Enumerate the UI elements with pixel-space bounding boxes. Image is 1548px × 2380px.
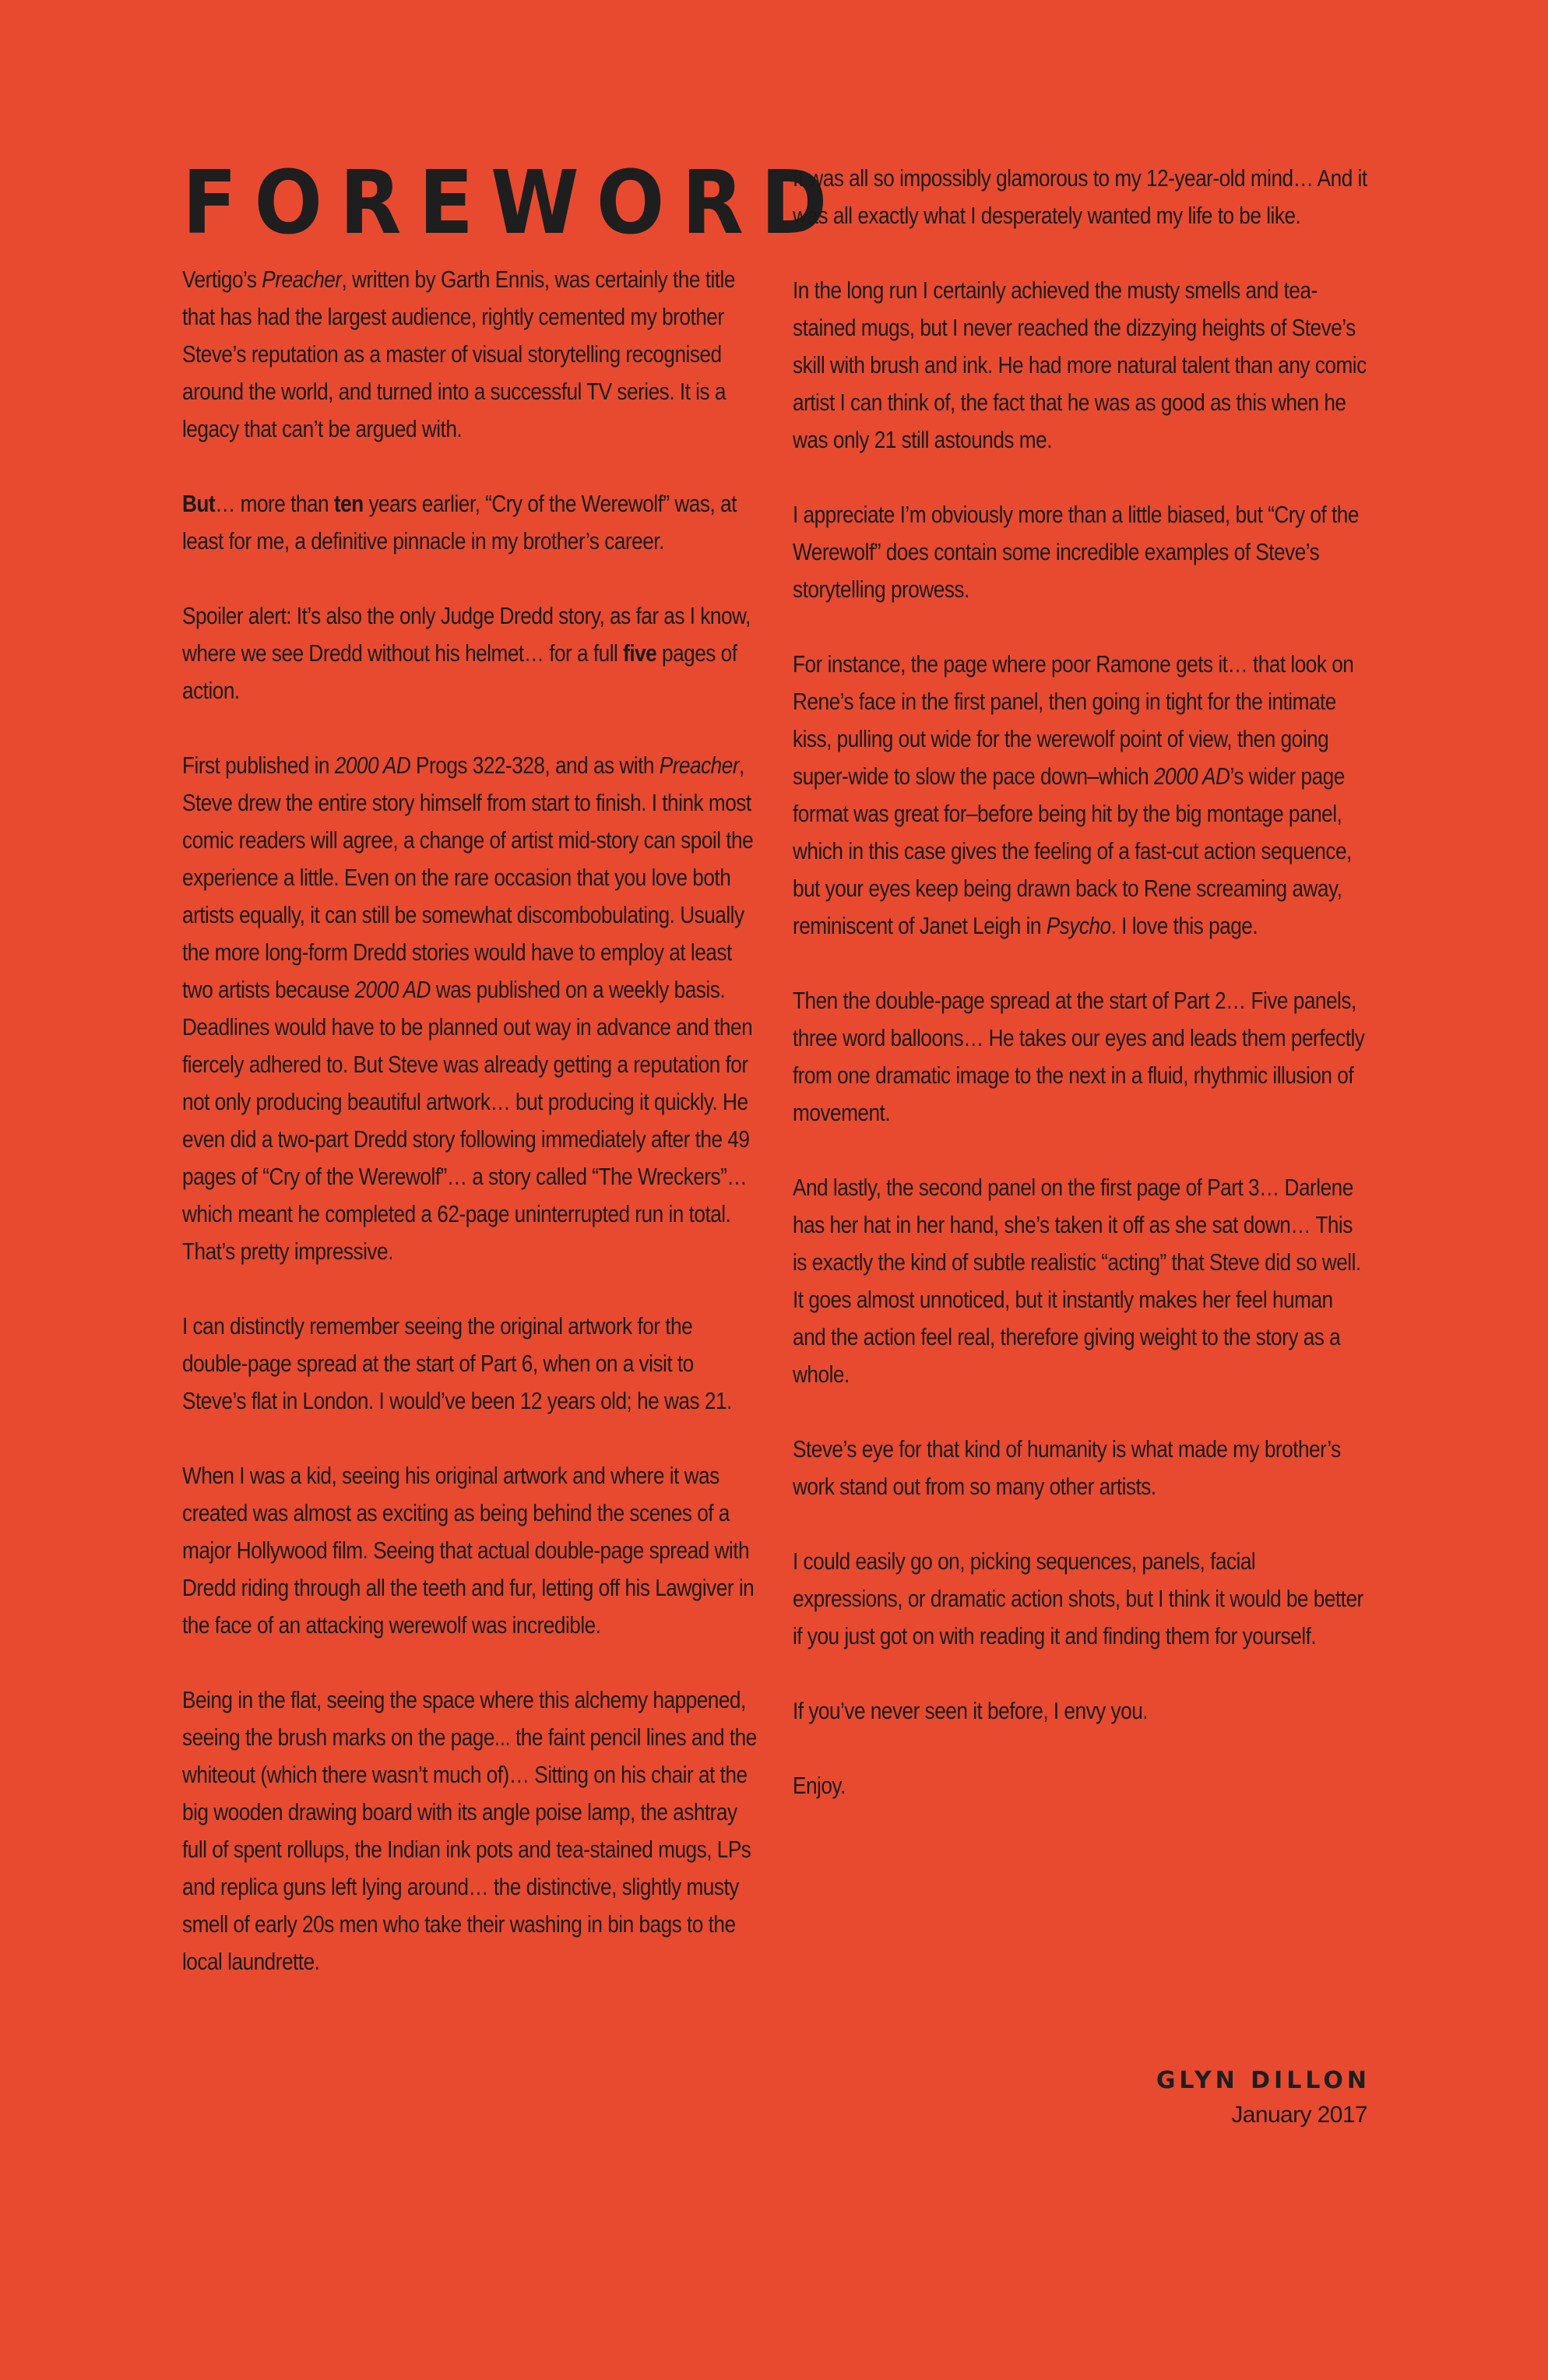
paragraph: I appreciate I’m obviously more than a little biased, but “Cry of the Werewolf” does contain some incredible examples of Steve’s storytelling prowess. — [793, 502, 1359, 603]
paragraph: In the long run I certainly achieved the musty smells and tea-stained mugs, but I never reached the dizzying heights of Steve’s skill with brush and ink. He had more natural talent than any comic artist I can think of, the fact that he was as good as this when he was only 21 still astounds me. — [793, 277, 1367, 453]
paragraph: Enjoy. — [793, 1773, 846, 1799]
paragraph: It was all so impossibly glamorous to my 12-year-old mind… And it was all exactly what I desperately wanted my life to be like. — [793, 165, 1367, 229]
paragraph: I could easily go on, picking sequences, panels, facial expressions, or dramatic action shots, but I think it would be better if you just got on with reading it and finding them for yourself. — [793, 1548, 1363, 1649]
paragraph: And lastly, the second panel on the first page of Part 3… Darlene has her hat in her hand, she’s taken it off as she sat down… This is exactly the kind of subtle realistic “acting” that Steve did so well. It goes almost unnoticed, but it instantly makes her feel human and the action feel real, therefore giving weight to the story as a whole. — [793, 1174, 1361, 1388]
page-title: FOREWORD — [182, 153, 845, 254]
paragraph: When I was a kid, seeing his original artwork and where it was created was almost as exciting as being behind the scenes of a major Hollywood film. Seeing that actual double-page spread with Dredd riding through all the teeth and fur, letting off his Lawgiver in the face of an attacking werewolf was incredible. — [182, 1463, 755, 1639]
paragraph: But… more than ten years earlier, “Cry of the Werewolf” was, at least for me, a definitive pinnacle in my brother’s career. — [182, 491, 737, 555]
paragraph: Spoiler alert: It’s also the only Judge Dredd story, as far as I know, where we see Dredd without his helmet… for a full five pages of action. — [182, 603, 751, 704]
paragraph: If you’ve never seen it before, I envy you. — [793, 1698, 1149, 1724]
paragraph: I can distinctly remember seeing the original artwork for the double-page spread at the start of Part 6, when on a visit to Steve’s flat in London. I would’ve been 12 years old; he was 21. — [182, 1313, 732, 1414]
paragraph: Then the double-page spread at the start of Part 2… Five panels, three word balloons… He takes our eyes and leads them perfectly from one dramatic image to the next in a fluid, rhythmic illusion of movement. — [793, 988, 1365, 1126]
signature-name: GLYN DILLON — [1156, 2067, 1370, 2094]
signature-date: January 2017 — [1231, 2102, 1367, 2128]
paragraph: Steve’s eye for that kind of humanity is what made my brother’s work stand out from so many other artists. — [793, 1436, 1341, 1500]
paragraph: First published in 2000 AD Progs 322-328, and as with Preacher, Steve drew the entire story himself from start to finish. I think most comic readers will agree, a change of artist mid-story can spoil the experience a little. Even on the rare occasion that you love both artists equally, it can still be somewhat discombobulating. Usually the more long-form Dredd stories would have to employ at least two artists because 2000 AD was published on a weekly basis. Deadlines would have to be planned out way in advance and then fiercely adhered to. But Steve was already getting a reputation for not only producing beautiful artwork… but producing it quickly. He even did a two-part Dredd story following immediately after the 49 pages of “Cry of the Werewolf”… a story called “The Wreckers”… which meant he completed a 62-page uninterrupted run in total. That’s pretty impressive. — [182, 752, 754, 1265]
paragraph: Vertigo’s Preacher, written by Garth Ennis, was certainly the title that has had the largest audience, rightly cemented my brother Steve’s reputation as a master of visual storytelling recognised around the world, and turned into a successful TV series. It is a legacy that can’t be argued with. — [182, 266, 735, 442]
paragraph: Being in the flat, seeing the space where this alchemy happened, seeing the brush marks on the page... the faint pencil lines and the whiteout (which there wasn’t much of)… Sitting on his chair at the big wooden drawing board with its angle poise lamp, the ashtray full of spent rollups, the Indian ink pots and tea-stained mugs, LPs and replica guns left lying around… the distinctive, slightly musty smell of early 20s men who take their washing in bin bags to the local laundrette. — [182, 1687, 757, 1975]
paragraph: For instance, the page where poor Ramone gets it… that look on Rene’s face in the first panel, then going in tight for the intimate kiss, pulling out wide for the werewolf point of view, then going super-wide to slow the pace down–which 2000 AD’s wider page format was great for–before being hit by the big montage panel, which in this case gives the feeling of a fast-cut action sequence, but your eyes keep being drawn back to Rene screaming away, reminiscent of Janet Leigh in Psycho. I love this page. — [793, 651, 1354, 939]
